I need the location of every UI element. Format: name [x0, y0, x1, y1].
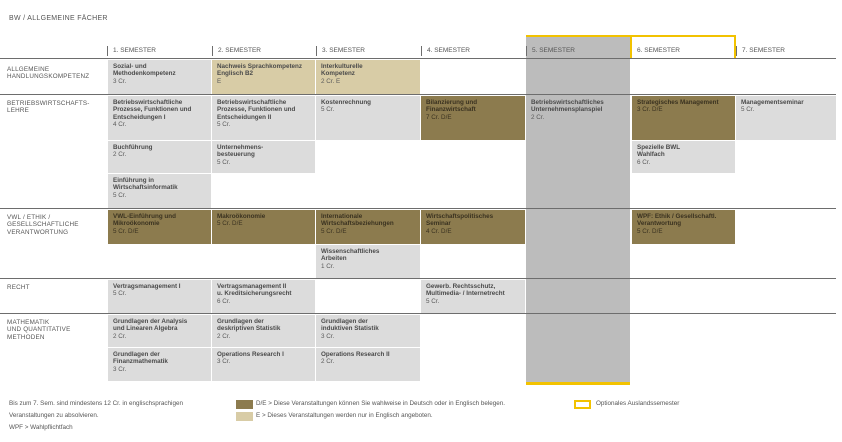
semester-header-6: 6. SEMESTER	[637, 47, 680, 54]
module-cell: Internationale Wirtschaftsbeziehungen 5 Cr. D/E	[316, 210, 420, 244]
module-cell: Grundlagen der deskriptiven Statistik 2 Cr.	[212, 315, 315, 347]
module-cell: Vertragsmanagement I 5 Cr.	[108, 280, 211, 313]
semester-header-3: 3. SEMESTER	[316, 46, 420, 56]
module-cell: Grundlagen der Finanzmathematik 3 Cr.	[108, 348, 211, 381]
module-cell: Kostenrechnung 5 Cr.	[316, 96, 420, 140]
row-label-mathematik: MATHEMATIK UND QUANTITATIVE METHODEN	[7, 319, 71, 341]
module-cell: Einführung in Wirtschaftsinformatik 5 Cr.	[108, 174, 211, 208]
row-label-bwl: BETRIEBSWIRTSCHAFTS- LEHRE	[7, 100, 90, 115]
module-cell: Wirtschaftspolitisches Seminar 4 Cr. D/E	[421, 210, 525, 244]
row-divider	[0, 58, 836, 59]
module-cell: Bilanzierung und Finanzwirtschaft 7 Cr. D/E	[421, 96, 525, 140]
footer-note-3: WPF > Wahlpflichtfach	[9, 424, 73, 431]
module-cell: Wissenschaftliches Arbeiten 1 Cr.	[316, 245, 420, 278]
module-cell: Grundlagen der induktiven Statistik 3 Cr.	[316, 315, 420, 347]
footer-note-1: Bis zum 7. Sem. sind mindestens 12 Cr. in englischsprachigen	[9, 400, 183, 407]
legend-abroad-text: Optionales Auslandssemester	[596, 400, 680, 407]
module-cell: Sozial- und Methodenkompetenz 3 Cr.	[108, 60, 211, 94]
semester-header-2: 2. SEMESTER	[212, 46, 316, 56]
row-label-handlungskompetenz: ALLGEMEINE HANDLUNGSKOMPETENZ	[7, 66, 90, 81]
module-cell: Gewerb. Rechtsschutz, Multimedia- / Internetrecht 5 Cr.	[421, 280, 525, 313]
legend-swatch-de	[236, 400, 253, 409]
module-cell: Nachweis Sprachkompetenz Englisch B2 E	[212, 60, 315, 94]
module-cell: WPF: Ethik / Gesellschaftl. Verantwortung 5 Cr. D/E	[632, 210, 735, 244]
module-cell: Strategisches Management 3 Cr. D/E	[632, 96, 735, 140]
module-cell: Unternehmens- besteuerung 5 Cr.	[212, 141, 315, 173]
module-cell: Managementseminar 5 Cr.	[736, 96, 836, 140]
module-cell: Operations Research II 2 Cr.	[316, 348, 420, 381]
row-divider	[0, 208, 836, 209]
module-cell: Vertragsmanagement II u. Kreditsicherungsrecht 6 Cr.	[212, 280, 315, 313]
legend-e-text: E > Dieses Veranstaltungen werden nur in Englisch angeboten.	[256, 412, 433, 419]
semester-header-1: 1. SEMESTER	[107, 46, 211, 56]
footer-note-2: Veranstaltungen zu absolvieren.	[9, 412, 99, 419]
row-divider	[0, 94, 836, 95]
module-cell: Interkulturelle Kompetenz 2 Cr. E	[316, 60, 420, 94]
row-divider	[0, 278, 836, 279]
page-title: BW / ALLGEMEINE FÄCHER	[9, 15, 108, 22]
semester-5-column	[526, 37, 630, 382]
module-cell: Spezielle BWL Wahlfach 6 Cr.	[632, 141, 735, 173]
legend-swatch-e	[236, 412, 253, 421]
row-label-vwl: VWL / ETHIK / GESELLSCHAFTLICHE VERANTWORTUNG	[7, 214, 79, 236]
semester-header-7: 7. SEMESTER	[736, 46, 836, 56]
module-cell: Makroökonomie 5 Cr. D/E	[212, 210, 315, 244]
legend-swatch-abroad	[574, 400, 591, 409]
module-cell: Betriebswirtschaftliche Prozesse, Funktionen und Entscheidungen II 5 Cr.	[212, 96, 315, 140]
module-cell: Grundlagen der Analysis und Linearen Algebra 2 Cr.	[108, 315, 211, 347]
semester-header-5: 5. SEMESTER	[526, 46, 630, 56]
row-divider	[0, 313, 836, 314]
module-cell: Buchführung 2 Cr.	[108, 141, 211, 173]
module-cell: VWL-Einführung und Mikroökonomie 5 Cr. D/E	[108, 210, 211, 244]
semester-header-4: 4. SEMESTER	[421, 46, 525, 56]
module-cell: Operations Research I 3 Cr.	[212, 348, 315, 381]
abroad-highlight-bottom	[526, 382, 630, 385]
module-cell: Betriebswirtschaftliches Unternehmensplanspiel 2 Cr.	[531, 99, 604, 121]
module-cell: Betriebswirtschaftliche Prozesse, Funktionen und Entscheidungen I 4 Cr.	[108, 96, 211, 140]
row-label-recht: RECHT	[7, 284, 30, 291]
legend-de-text: D/E > Diese Veranstaltungen können Sie wahlweise in Deutsch oder in Englisch belegen.	[256, 400, 506, 407]
